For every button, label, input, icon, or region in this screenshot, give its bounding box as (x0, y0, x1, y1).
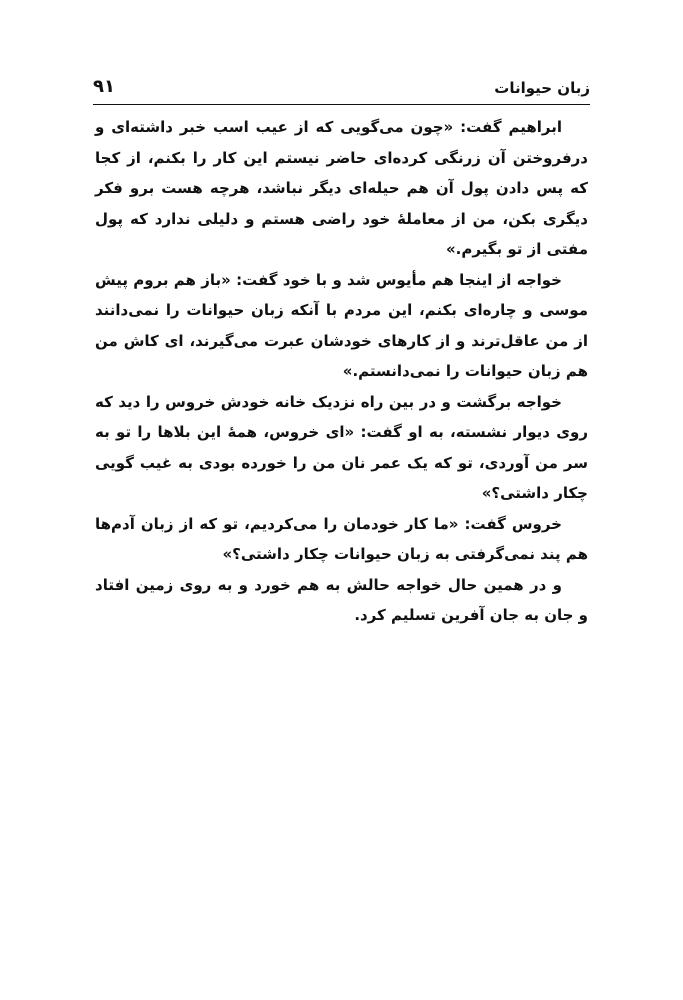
page-number: ۹۱ (93, 76, 115, 97)
page-header (93, 72, 590, 104)
header-rule (93, 104, 590, 105)
paragraph-2: خواجه از اینجا هم مأیوس شد و با خود گفت: «باز هم بروم پیش موسی و چاره‌ای بکنم، این مردم با آنکه زبان حیوانات را نمی‌دانند از من عاقل‌ترند و از کارهای خودشان عبرت می‌گیرند، ای کاش من هم زبان حیوانات را نمی‌دانستم.» (95, 270, 588, 380)
body-text (95, 112, 588, 631)
paragraph-4: خروس گفت: «ما کار خودمان را می‌کردیم، تو که از زبان آدم‌ها هم پند نمی‌گرفتی به زبان حیوانات چکار داشتی؟» (95, 514, 588, 563)
paragraph-1: ابراهیم گفت: «چون می‌گویی که از عیب اسب خبر داشته‌ای و درفروختن آن زرنگی کرده‌ای حاضر نیستم این کار را بکنم، از کجا که پس دادن پول آن هم حیله‌ای دیگر نباشد، هرچه هست برو فکر دیگری بکن، من از معاملهٔ خود راضی هستم و دلیلی ندارد که پول مفتی از تو بگیرم.» (95, 118, 588, 258)
paragraph-3: خواجه برگشت و در بین راه نزدیک خانه خودش خروس را دید که روی دیوار نشسته، به او گفت: «ای خروس، همهٔ این بلاها را تو به سر من آوردی، تو که یک عمر نان من را خورده بودی به غیب گویی چکار داشتی؟» (95, 392, 588, 502)
paragraph-5: و در همین حال خواجه حالش به هم خورد و به روی زمین افتاد و جان به جان آفرین تسلیم کرد. (95, 575, 588, 624)
running-title: زبان حیوانات (494, 79, 590, 97)
